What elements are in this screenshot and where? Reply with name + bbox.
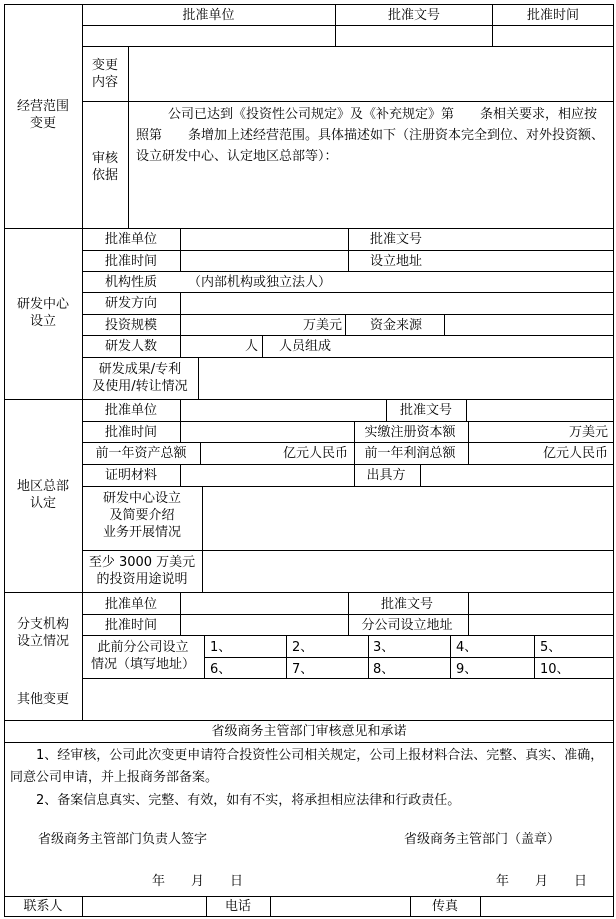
date-right: 年 月 日	[496, 874, 588, 889]
table-rule-horizontal	[82, 292, 614, 293]
table-rule-vertical	[468, 592, 469, 636]
rd-composition-label: 人员组成	[278, 339, 331, 354]
branch-address-label: 分公司设立地址	[361, 618, 453, 633]
table-rule-vertical	[480, 896, 481, 917]
branch-number-8: 8、	[373, 662, 395, 677]
table-rule-vertical	[180, 592, 181, 636]
rd-approval-time-label: 批准时间	[104, 254, 157, 269]
rd-nature-label: 机构性质	[104, 275, 157, 290]
branch-section-label: 分支机构 设立情况	[16, 617, 69, 649]
table-rule-horizontal	[204, 657, 614, 658]
hq-approval-unit-label: 批准单位	[104, 403, 157, 418]
rd-approval-no-label: 批准文号	[369, 232, 422, 247]
hq-profit-unit: 亿元人民币	[542, 446, 608, 461]
branch-number-6: 6、	[210, 662, 232, 677]
hq-profit-label: 前一年利润总额	[364, 446, 456, 461]
contact-label: 联系人	[23, 899, 63, 914]
table-rule-horizontal	[82, 46, 614, 47]
table-rule-vertical	[4, 4, 5, 917]
branch-approval-no-label: 批准文号	[380, 597, 433, 612]
branch-approval-unit-label: 批准单位	[104, 597, 157, 612]
table-rule-vertical	[128, 46, 129, 229]
rd-section-label: 研发中心 设立	[16, 297, 69, 329]
scope-approval-unit-header: 批准单位	[182, 8, 235, 23]
table-rule-horizontal	[82, 421, 614, 422]
branch-number-2: 2、	[292, 640, 314, 655]
hq-assets-label: 前一年资产总额	[95, 446, 187, 461]
review-basis-label: 审核 依据	[91, 151, 118, 183]
change-content-label: 变更 内容	[91, 58, 118, 90]
table-rule-horizontal	[4, 742, 614, 743]
table-rule-horizontal	[82, 486, 614, 487]
table-rule-vertical	[444, 314, 445, 336]
review-basis-text: 公司已达到《投资性公司规定》及《补充规定》第 条相关要求，相应按照第 条增加上述经营范围。具体描述如下（注册资本完全到位、对外投资额、设立研发中心、认定地区总部等）：	[136, 107, 605, 164]
table-rule-vertical	[534, 635, 535, 679]
table-rule-vertical	[180, 464, 181, 487]
rd-headcount-label: 研发人数	[104, 339, 157, 354]
rd-funding-label: 资金来源	[369, 318, 422, 333]
signature-label: 省级商务主管部门负责人签字	[38, 832, 208, 847]
table-rule-vertical	[82, 896, 83, 917]
date-left: 年 月 日	[152, 874, 244, 889]
table-rule-vertical	[180, 228, 181, 272]
opinion-heading: 省级商务主管部门审核意见和承诺	[211, 724, 407, 739]
table-rule-vertical	[468, 421, 469, 465]
table-rule-horizontal	[82, 550, 614, 551]
hq-paid-capital-unit: 万美元	[568, 425, 608, 440]
hq-paid-capital-label: 实缴注册资本额	[364, 425, 456, 440]
rd-headcount-unit: 人	[244, 339, 258, 354]
table-rule-horizontal	[4, 592, 614, 593]
rd-scale-label: 投资规模	[104, 318, 157, 333]
table-rule-horizontal	[82, 101, 614, 102]
rd-nature-note: （内部机构或独立法人）	[188, 275, 332, 290]
table-rule-vertical	[180, 399, 181, 443]
scope-section-label: 经营范围 变更	[16, 99, 69, 131]
table-rule-vertical	[613, 4, 614, 917]
table-rule-vertical	[262, 335, 263, 358]
table-rule-horizontal	[4, 916, 614, 917]
table-rule-horizontal	[82, 464, 614, 465]
branch-number-5: 5、	[540, 640, 562, 655]
table-rule-horizontal	[4, 896, 614, 897]
scope-approval-no-header: 批准文号	[387, 8, 440, 23]
phone-label: 电话	[224, 899, 251, 914]
table-rule-vertical	[286, 635, 287, 679]
hq-section-label: 地区总部 认定	[16, 479, 69, 511]
fax-label: 传真	[431, 899, 458, 914]
hq-intro-label: 研发中心设立 及简要介绍 业务开展情况	[102, 491, 181, 540]
scope-approval-time-header: 批准时间	[526, 8, 579, 23]
table-rule-vertical	[420, 464, 421, 487]
other-change-label: 其他变更	[16, 692, 69, 707]
table-rule-vertical	[204, 635, 205, 679]
branch-number-1: 1、	[210, 640, 232, 655]
rd-direction-label: 研发方向	[104, 296, 157, 311]
table-rule-vertical	[450, 635, 451, 679]
table-rule-vertical	[345, 314, 346, 336]
branch-prior-label: 此前分公司设立 情况（填写地址）	[90, 640, 195, 672]
table-rule-horizontal	[4, 4, 614, 5]
table-rule-horizontal	[4, 228, 614, 229]
table-rule-horizontal	[82, 357, 614, 358]
table-rule-vertical	[270, 896, 271, 917]
branch-approval-time-label: 批准时间	[104, 618, 157, 633]
seal-label: 省级商务主管部门（盖章）	[404, 832, 561, 847]
table-rule-vertical	[202, 486, 203, 593]
rd-approval-unit-label: 批准单位	[104, 232, 157, 247]
hq-approval-no-label: 批准文号	[399, 403, 452, 418]
rd-address-label: 设立地址	[369, 254, 422, 269]
hq-assets-unit: 亿元人民币	[282, 446, 348, 461]
hq-investment-label: 至少 3000 万美元 的投资用途说明	[88, 555, 196, 587]
table-rule-horizontal	[82, 335, 614, 336]
opinion-item-1: 1、经审核，公司此次变更申请符合投资性公司相关规定，公司上报材料合法、完整、真实、准确，同意公司申请，并上报商务部备案。	[10, 748, 604, 785]
hq-issuer-label: 出具方	[366, 468, 406, 483]
branch-number-9: 9、	[456, 662, 478, 677]
branch-number-4: 4、	[456, 640, 478, 655]
table-rule-horizontal	[82, 442, 614, 443]
table-rule-horizontal	[82, 25, 614, 26]
branch-number-7: 7、	[292, 662, 314, 677]
table-rule-vertical	[82, 4, 83, 229]
branch-number-3: 3、	[373, 640, 395, 655]
table-rule-vertical	[200, 442, 201, 465]
rd-scale-unit: 万美元	[302, 318, 342, 333]
table-rule-vertical	[180, 292, 181, 358]
table-rule-horizontal	[82, 314, 614, 315]
rd-results-label: 研发成果/专利 及使用/转让情况	[92, 362, 188, 394]
branch-number-10: 10、	[540, 662, 570, 677]
hq-approval-time-label: 批准时间	[104, 425, 157, 440]
table-rule-vertical	[368, 635, 369, 679]
table-rule-horizontal	[4, 399, 614, 400]
hq-proof-label: 证明材料	[104, 468, 157, 483]
table-rule-vertical	[198, 357, 199, 400]
table-rule-vertical	[466, 399, 467, 422]
opinion-item-2: 2、备案信息真实、完整、有效，如有不实，将承担相应法律和行政责任。	[36, 793, 461, 808]
table-rule-horizontal	[4, 720, 614, 721]
